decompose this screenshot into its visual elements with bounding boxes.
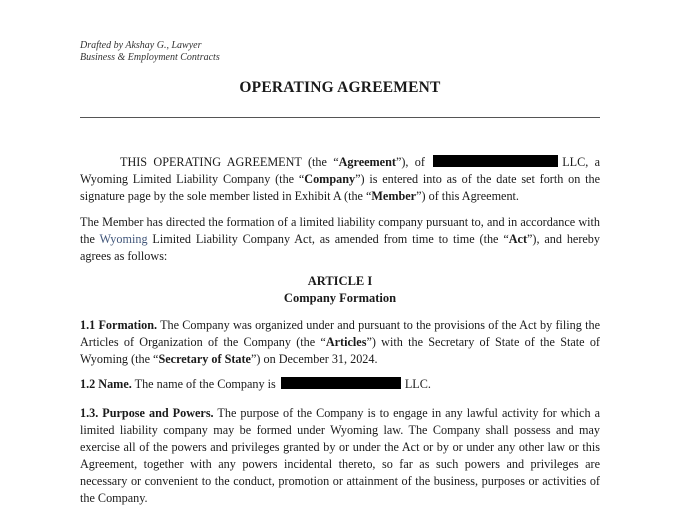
section-text: The Company was organized under and pursuant to the provisions of the Act by filing the Articles of Organization of the Company (the “: [80, 318, 601, 349]
recital-text: ”), and hereby agrees as follows:: [80, 232, 600, 263]
preamble-text: ”) of this Agreement.: [416, 189, 519, 203]
section-purpose-and-powers: [80, 405, 600, 507]
redacted-company-name: [281, 377, 401, 389]
drafter-note: [80, 40, 220, 64]
section-text: LLC.: [404, 377, 431, 391]
section-formation: [80, 317, 600, 368]
article-name: Company Formation: [283, 291, 397, 305]
section-text: ”) with the Secretary of State of the State of Wyoming (the “: [80, 335, 600, 366]
section-text: ”) on December 31, 2024.: [250, 352, 378, 366]
article-number: ARTICLE I: [307, 274, 373, 288]
section-heading: 1.3. Purpose and Powers.: [80, 406, 214, 420]
preamble-text: ”) is entered into as of the date set forth on the signature page by the sole member listed in Exhibit A (the “: [80, 172, 600, 203]
defined-term-act: Act: [508, 232, 528, 246]
defined-term-member: Member: [371, 189, 417, 203]
redacted-company-name: [433, 155, 558, 167]
recital-paragraph: [80, 214, 600, 265]
section-heading: 1.2 Name.: [80, 377, 132, 391]
defined-term-articles: Articles: [325, 335, 367, 349]
preamble-text: ”), of: [395, 155, 425, 169]
preamble-text: LLC, a Wyoming Limited Liability Company (the “: [80, 155, 601, 186]
drafter-line: Drafted by Akshay G., Lawyer: [80, 40, 202, 51]
section-heading: 1.1 Formation.: [80, 318, 158, 332]
document-title: OPERATING AGREEMENT: [239, 79, 441, 96]
recital-text: The Member has directed the formation of a limited liability company pursuant to, and in accordance with the: [80, 215, 600, 246]
wyoming-link[interactable]: Wyoming: [99, 232, 148, 246]
defined-term-company: Company: [304, 172, 356, 186]
defined-term-secretary-of-state: Secretary of State: [158, 352, 251, 366]
section-text: The purpose of the Company is to engage in any lawful activity for which a limited liability company may be formed under Wyoming law. The Company shall possess and may exercise all of the powers and privileges granted by or under the Act or by or under any other law or this Agreement, together with any powers incidental thereto, so far as such powers and privileges are necessary or convenient to the conduct, promotion or attainment of the business, purposes or activities of the Company.: [80, 406, 600, 505]
practice-line: Business & Employment Contracts: [80, 52, 220, 63]
section-text: The name of the Company is: [131, 377, 276, 391]
title-divider: [80, 117, 600, 118]
section-name: [80, 376, 600, 393]
defined-term-agreement: Agreement: [338, 155, 396, 169]
preamble-text: THIS OPERATING AGREEMENT (the “: [120, 155, 339, 169]
recital-text: Limited Liability Company Act, as amended from time to time (the “: [147, 232, 509, 246]
preamble-paragraph: [80, 154, 600, 205]
